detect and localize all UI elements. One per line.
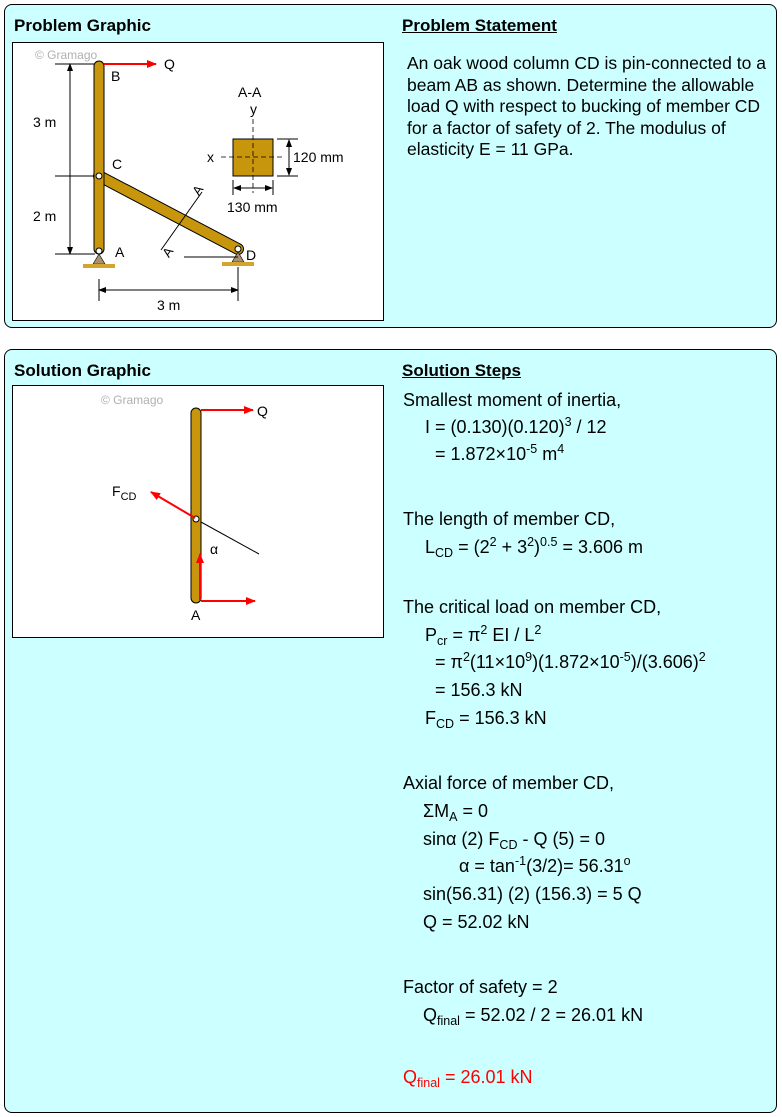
problem-graphic: [12, 42, 384, 321]
step3-line2: = $\pi^2(11\times 10^9)(1.872\times 10^{-5})/(3.606)^2$: [435, 650, 706, 672]
problem-panel: [4, 4, 777, 328]
label-alpha: α: [210, 541, 219, 557]
step2-line1: $L_{CD} = (2^2 + 3^2)^{0.5} = 3.606$ m: [425, 535, 643, 560]
step3-line1: $P_{cr} = \pi^2$ EI / $L^2$: [425, 623, 542, 648]
step4-line2: sinα (2) $F_{CD}$ - Q (5) = 0: [423, 829, 606, 852]
support-a: [93, 254, 105, 264]
solution-panel: [4, 349, 777, 1113]
dim-2m-vertical: 2 m: [33, 208, 57, 224]
label-fcd: [112, 483, 137, 503]
dim-3m-vertical: 3 m: [33, 114, 57, 130]
step1-title: Smallest moment of inertia,: [403, 390, 622, 410]
step2-title: The length of member CD,: [403, 509, 616, 529]
section-x-label: x: [207, 149, 214, 165]
cut-label-a1: A: [189, 182, 207, 198]
final-answer: $Q_{final} = 26.01$ kN: [403, 1067, 533, 1090]
dim-120-label: 120 mm: [293, 149, 344, 165]
beam-ab: [94, 61, 104, 254]
pin-a: [96, 248, 102, 254]
label-q: Q: [164, 56, 175, 72]
step3-line3: = 156.3 kN: [435, 680, 523, 700]
label-fcd-sub: CD: [120, 491, 137, 503]
solution-steps-header: Solution Steps: [402, 361, 521, 380]
problem-statement-text: An oak wood column CD is pin-connected to a beam AB as shown. Determine the allowable load Q with respect to bucking of member CD for a factor of safety of 2. The modulus of elasticity E = 11 GPa.: [407, 53, 766, 159]
label-fcd-main: F: [112, 483, 121, 499]
label-a: A: [191, 607, 201, 623]
step3-line4: $F_{CD} = 156.3$ kN: [425, 708, 547, 731]
step4-line5: Q = 52.02 kN: [423, 912, 530, 932]
step4-title: Axial force of member CD,: [403, 773, 615, 793]
member-cd: [99, 176, 238, 249]
step4-line1: $\Sigma M_A = 0$: [423, 801, 488, 824]
step1-line1: $I = (0.130)(0.120)^3 / 12$: [425, 415, 607, 437]
step1-line2: = $1.872\times 10^{-5}$ $m^4$: [435, 442, 565, 464]
dim-3m-horizontal: 3 m: [157, 297, 181, 313]
copyright-text: © Gramago: [101, 393, 164, 407]
step5-line1: $Q_{final} = 52.02 / 2 = 26.01$ kN: [423, 1005, 644, 1028]
step4-line3: $\alpha = \tan^{-1}(3/2)= 56.31^o$: [459, 854, 631, 876]
section-y-label: y: [250, 101, 257, 117]
cut-label-a2: A: [159, 244, 177, 260]
copyright-text: © Gramago: [35, 48, 98, 62]
solution-figure: [13, 386, 385, 639]
label-b: B: [111, 68, 121, 84]
step5-title: Factor of safety = 2: [403, 977, 558, 997]
section-title: A-A: [238, 84, 262, 100]
label-a: A: [115, 244, 125, 260]
pin-d: [235, 246, 241, 252]
label-d: D: [246, 247, 257, 263]
problem-statement-header: Problem Statement: [402, 16, 557, 35]
dim-130-label: 130 mm: [227, 199, 278, 215]
force-fcd-arrow: [151, 492, 195, 518]
solution-graphic: [12, 385, 384, 638]
problem-figure: [13, 43, 385, 322]
step4-line4: sin(56.31) (2) (156.3) = 5 Q: [423, 884, 642, 904]
solution-graphic-header: Solution Graphic: [14, 361, 151, 380]
ground-a: [83, 264, 115, 268]
problem-graphic-header: Problem Graphic: [14, 16, 151, 35]
label-c: C: [112, 156, 123, 172]
pin-c: [96, 173, 102, 179]
label-q: Q: [257, 403, 268, 419]
step3-title: The critical load on member CD,: [403, 597, 662, 617]
